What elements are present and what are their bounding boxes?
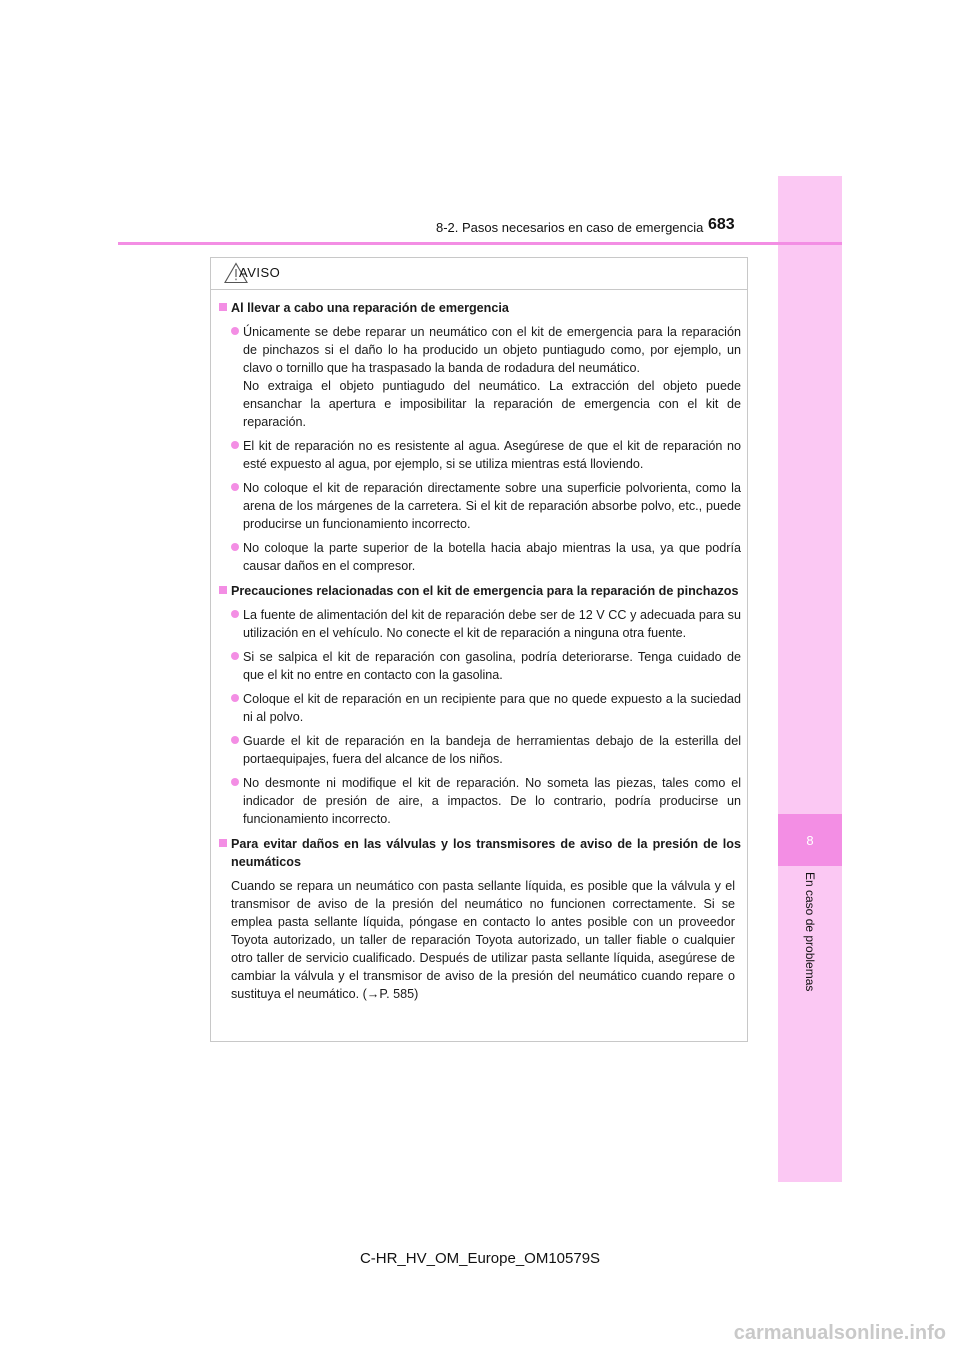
- warning-box: [210, 257, 748, 1042]
- section-heading: Al llevar a cabo una reparación de emergencia: [219, 299, 741, 317]
- circle-bullet-icon: [231, 610, 239, 618]
- list-item: La fuente de alimentación del kit de reparación debe ser de 12 V CC y adecuada para su utilización en el vehículo. No conecte el kit de reparación a ninguna otra fuente.: [219, 606, 741, 642]
- watermark: carmanualsonline.info: [733, 1322, 946, 1344]
- warning-header: [211, 258, 747, 290]
- circle-bullet-icon: [231, 543, 239, 551]
- chapter-label: En caso de problemas: [803, 872, 817, 992]
- warning-title: AVISO: [239, 265, 281, 280]
- circle-bullet-icon: [231, 327, 239, 335]
- page-number: 683: [708, 216, 735, 233]
- warning-body: [211, 290, 747, 1003]
- square-bullet-icon: [219, 586, 227, 594]
- document-code: C-HR_HV_OM_Europe_OM10579S: [359, 1250, 601, 1267]
- section-title: 8-2. Pasos necesarios en caso de emergencia: [436, 220, 704, 235]
- list-item: Guarde el kit de reparación en la bandeja de herramientas debajo de la esterilla del portaequipajes, fuera del alcance de los niños.: [219, 732, 741, 768]
- circle-bullet-icon: [231, 483, 239, 491]
- list-item: No coloque la parte superior de la botella hacia abajo mientras la usa, ya que podría causar daños en el compresor.: [219, 539, 741, 575]
- circle-bullet-icon: [231, 441, 239, 449]
- section-paragraph: Cuando se repara un neumático con pasta sellante líquida, es posible que la válvula y el transmisor de aviso de la presión del neumático no funcionen correctamente. Si se emplea pasta sellante líquida, póngase en contacto lo antes posible con un proveedor Toyota autorizado, un taller de reparación Toyota autorizado, un taller fiable o cualquier otro taller de servicio cualificado. Después de utilizar pasta sellante líquida, asegúrese de cambiar la válvula y el transmisor de aviso de la presión del neumático cuando repare o sustituya el neumático. (→P. 585): [231, 879, 735, 1001]
- header-rule: [118, 242, 842, 245]
- circle-bullet-icon: [231, 736, 239, 744]
- chapter-number: 8: [778, 814, 842, 866]
- square-bullet-icon: [219, 839, 227, 847]
- list-item: Coloque el kit de reparación en un recipiente para que no quede expuesto a la suciedad ni al polvo.: [219, 690, 741, 726]
- list-item: El kit de reparación no es resistente al agua. Asegúrese de que el kit de reparación no esté expuesto al agua, por ejemplo, si se utiliza mientras está lloviendo.: [219, 437, 741, 473]
- circle-bullet-icon: [231, 652, 239, 660]
- list-item: Si se salpica el kit de reparación con gasolina, podría deteriorarse. Tenga cuidado de que el kit no entre en contacto con la gasolina.: [219, 648, 741, 684]
- section-heading: Precauciones relacionadas con el kit de emergencia para la reparación de pinchazos: [219, 582, 741, 600]
- list-item: No coloque el kit de reparación directamente sobre una superficie polvorienta, como la arena de los márgenes de la carretera. Si el kit de reparación absorbe polvo, etc., puede producirse un funcionamiento incorrecto.: [219, 479, 741, 533]
- circle-bullet-icon: [231, 778, 239, 786]
- circle-bullet-icon: [231, 694, 239, 702]
- list-item: No desmonte ni modifique el kit de reparación. No someta las piezas, tales como el indicador de presión de aire, a impactos. De lo contrario, podría producirse un funcionamiento incorrecto.: [219, 774, 741, 828]
- list-item: Únicamente se debe reparar un neumático con el kit de emergencia para la reparación de pinchazos si el daño lo ha producido un objeto puntiagudo como, por ejemplo, un clavo o tornillo que ha traspasado la banda de rodadura del neumático. No extraiga el objeto puntiagudo del neumático. La extracción del objeto puede ensanchar la apertura e imposibilitar la reparación de emergencia con el kit de reparación.: [219, 323, 741, 431]
- section-heading: Para evitar daños en las válvulas y los transmisores de aviso de la presión de los neumáticos: [219, 835, 741, 871]
- chapter-side-tab: [778, 176, 842, 1182]
- square-bullet-icon: [219, 303, 227, 311]
